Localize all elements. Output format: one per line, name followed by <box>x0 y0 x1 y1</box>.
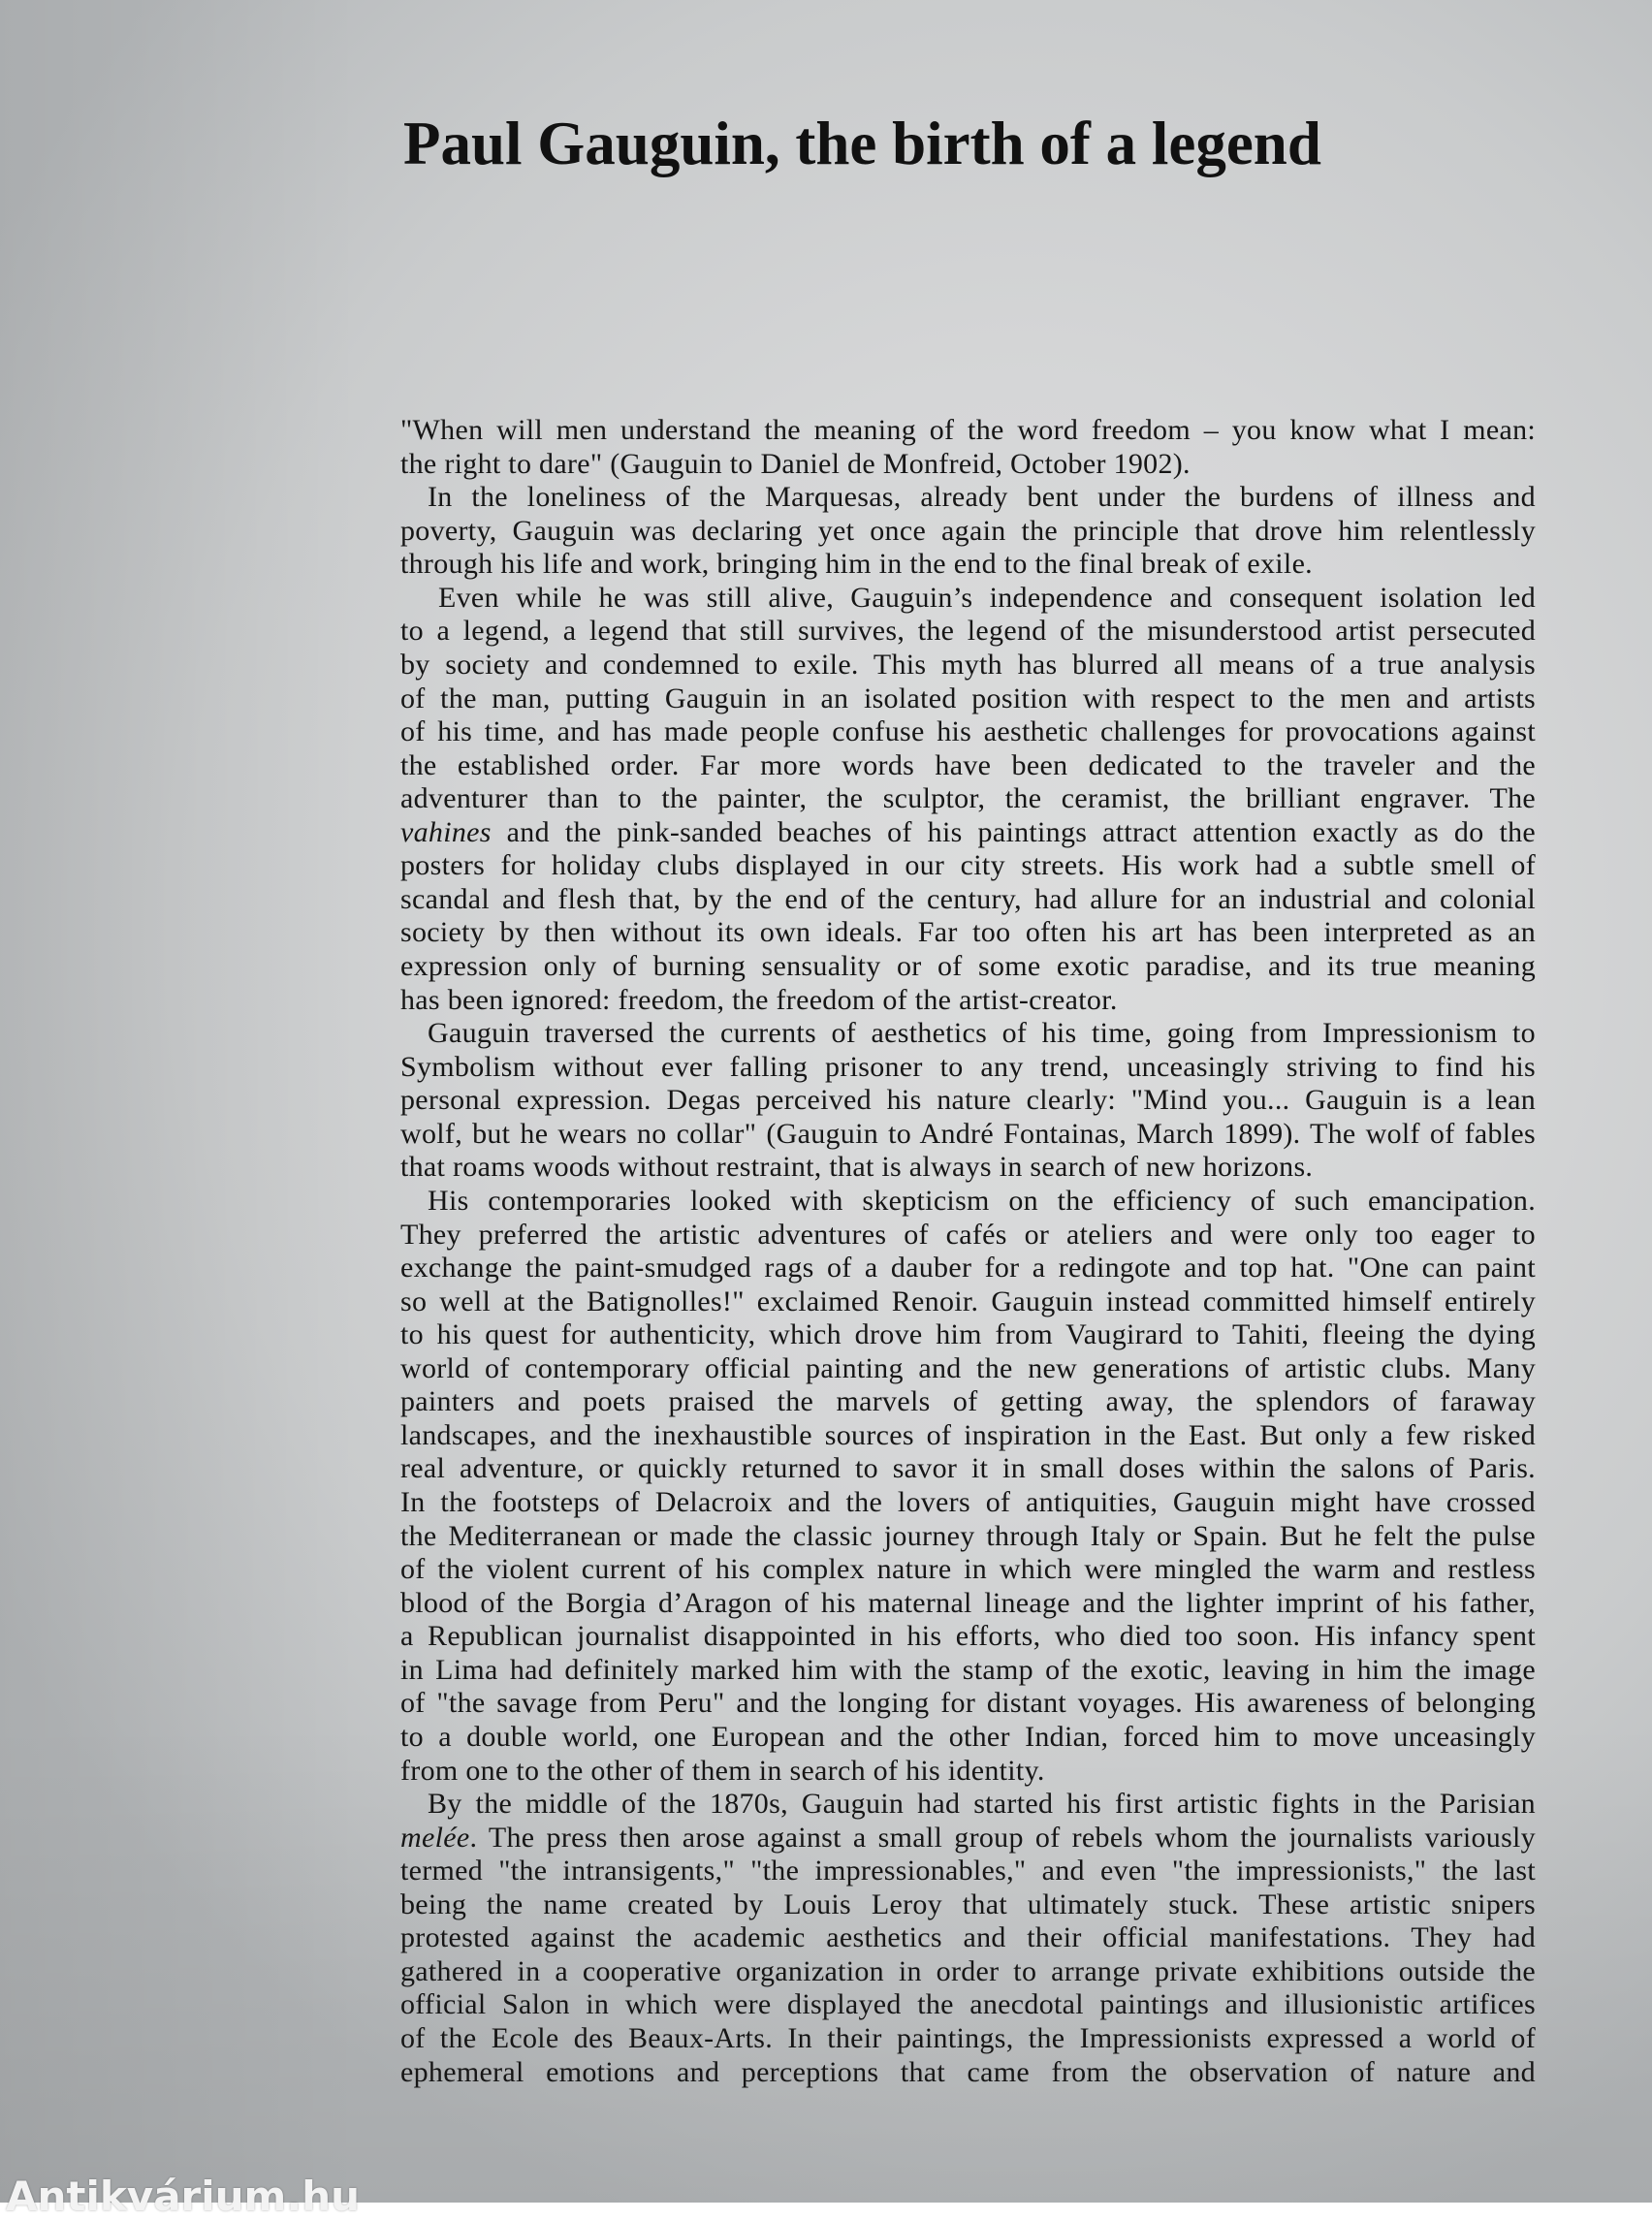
text-line: His contemporaries looked with skepticism on the efficiency of such emancipation. <box>428 1184 1536 1217</box>
body-text <box>400 414 1536 2089</box>
text-line: that roams woods without restraint, that is always in search of new horizons. <box>400 1151 1314 1184</box>
text-line: protested against the academic aesthetics and their official manifestations. They had <box>400 1921 1536 1954</box>
text-line: official Salon in which were displayed the anecdotal paintings and illusionistic artifices <box>400 1988 1536 2021</box>
text-line: Symbolism without ever falling prisoner to any trend, unceasingly striving to find his <box>400 1050 1536 1083</box>
text-line: Gauguin traversed the currents of aesthetics of his time, going from Impressionism to <box>428 1017 1536 1050</box>
text-line: in Lima had definitely marked him with the stamp of the exotic, leaving in him the image <box>400 1653 1536 1686</box>
text-line: adventurer than to the painter, the sculptor, the ceramist, the brilliant engraver. The <box>400 782 1536 815</box>
italic-term: vahines <box>400 815 492 848</box>
text-line: being the name created by Louis Leroy that ultimately stuck. These artistic snipers <box>400 1887 1536 1920</box>
text-line: to his quest for authenticity, which drove him from Vaugirard to Tahiti, fleeing the dying <box>400 1318 1536 1351</box>
text-line: real adventure, or quickly returned to savor it in small doses within the salons of Paris. <box>400 1452 1536 1485</box>
text-line: They preferred the artistic adventures of cafés or ateliers and were only too eager to <box>400 1218 1536 1251</box>
text-line: from one to the other of them in search of his identity. <box>400 1754 1045 1787</box>
text-line: of the man, putting Gauguin in an isolated position with respect to the men and artists <box>400 682 1536 714</box>
text-line: wolf, but he wears no collar" (Gauguin to André Fontainas, March 1899). The wolf of fables <box>400 1117 1536 1150</box>
text-line: the Mediterranean or made the classic journey through Italy or Spain. But he felt the pulse <box>400 1519 1536 1552</box>
text-line: posters for holiday clubs displayed in our city streets. His work had a subtle smell of <box>400 849 1536 882</box>
text-line <box>400 816 1536 850</box>
text-line: of the Ecole des Beaux-Arts. In their paintings, the Impressionists expressed a world of <box>400 2022 1536 2054</box>
text-line <box>400 1822 1536 1855</box>
text-line: of his time, and has made people confuse his aesthetic challenges for provocations against <box>400 715 1536 748</box>
paragraph <box>400 1185 1536 1788</box>
text-line: exchange the paint-smudged rags of a dauber for a redingote and top hat. "One can paint <box>400 1252 1536 1284</box>
text-line: By the middle of the 1870s, Gauguin had started his first artistic fights in the Parisian <box>428 1788 1536 1821</box>
text-line: gathered in a cooperative organization in order to arrange private exhibitions outside the <box>400 1954 1536 1987</box>
text-line: the right to dare" (Gauguin to Daniel de Monfreid, October 1902). <box>400 447 1191 480</box>
text-line: to a double world, one European and the other Indian, forced him to move unceasingly <box>400 1720 1536 1753</box>
text-line: blood of the Borgia d’Aragon of his maternal lineage and the lighter imprint of his father, <box>400 1586 1536 1619</box>
paragraph <box>400 1788 1536 2089</box>
text-line: to a legend, a legend that still survives, the legend of the misunderstood artist persecuted <box>400 615 1536 648</box>
text-line: painters and poets praised the marvels of getting away, the splendors of faraway <box>400 1385 1536 1418</box>
text-line: through his life and work, bringing him in the end to the final break of exile. <box>400 548 1313 581</box>
text-line: ephemeral emotions and perceptions that came from the observation of nature and <box>400 2055 1536 2088</box>
text-line: Even while he was still alive, Gauguin’s independence and consequent isolation led <box>438 581 1536 614</box>
paragraph <box>400 582 1536 1017</box>
text-line: a Republican journalist disappointed in his efforts, who died too soon. His infancy spent <box>400 1620 1536 1653</box>
text-line: In the loneliness of the Marquesas, already bent under the burdens of illness and <box>428 481 1536 514</box>
paragraph <box>400 414 1536 481</box>
text-line: the established order. Far more words have been dedicated to the traveler and the <box>400 748 1536 781</box>
text-line: of the violent current of his complex nature in which were mingled the warm and restless <box>400 1553 1536 1586</box>
text-line: expression only of burning sensuality or of some exotic paradise, and its true meaning <box>400 950 1536 982</box>
line-text: . The press then arose against a small group of rebels whom the journalists variously <box>469 1821 1536 1854</box>
paragraph <box>400 481 1536 582</box>
text-line: personal expression. Degas perceived his nature clearly: "Mind you... Gauguin is a lean <box>400 1084 1536 1117</box>
text-line: world of contemporary official painting and the new generations of artistic clubs. Many <box>400 1351 1536 1384</box>
text-line: has been ignored: freedom, the freedom of the artist-creator. <box>400 983 1118 1016</box>
text-line: landscapes, and the inexhaustible sources of inspiration in the East. But only a few risked <box>400 1418 1536 1451</box>
line-text: and the pink-sanded beaches of his paintings attract attention exactly as do the <box>491 815 1536 848</box>
text-line: In the footsteps of Delacroix and the lovers of antiquities, Gauguin might have crossed <box>400 1486 1536 1518</box>
text-line: of "the savage from Peru" and the longing for distant voyages. His awareness of belonging <box>400 1687 1536 1720</box>
italic-term: melée <box>400 1821 470 1854</box>
text-line: scandal and flesh that, by the end of the century, had allure for an industrial and colonial <box>400 882 1536 915</box>
text-line: "When will men understand the meaning of the word freedom – you know what I mean: <box>400 414 1536 446</box>
text-line: society by then without its own ideals. Far too often his art has been interpreted as an <box>400 916 1536 949</box>
page-title: Paul Gauguin, the birth of a legend <box>403 110 1321 177</box>
watermark: Antikvárium.hu <box>6 2172 361 2220</box>
paragraph <box>400 1017 1536 1185</box>
text-line: termed "the intransigents," "the impressionables," and even "the impressionists," the last <box>400 1855 1536 1887</box>
text-line: poverty, Gauguin was declaring yet once again the principle that drove him relentlessly <box>400 514 1536 547</box>
text-line: by society and condemned to exile. This myth has blurred all means of a true analysis <box>400 648 1536 681</box>
text-line: so well at the Batignolles!" exclaimed Renoir. Gauguin instead committed himself entirely <box>400 1284 1536 1317</box>
